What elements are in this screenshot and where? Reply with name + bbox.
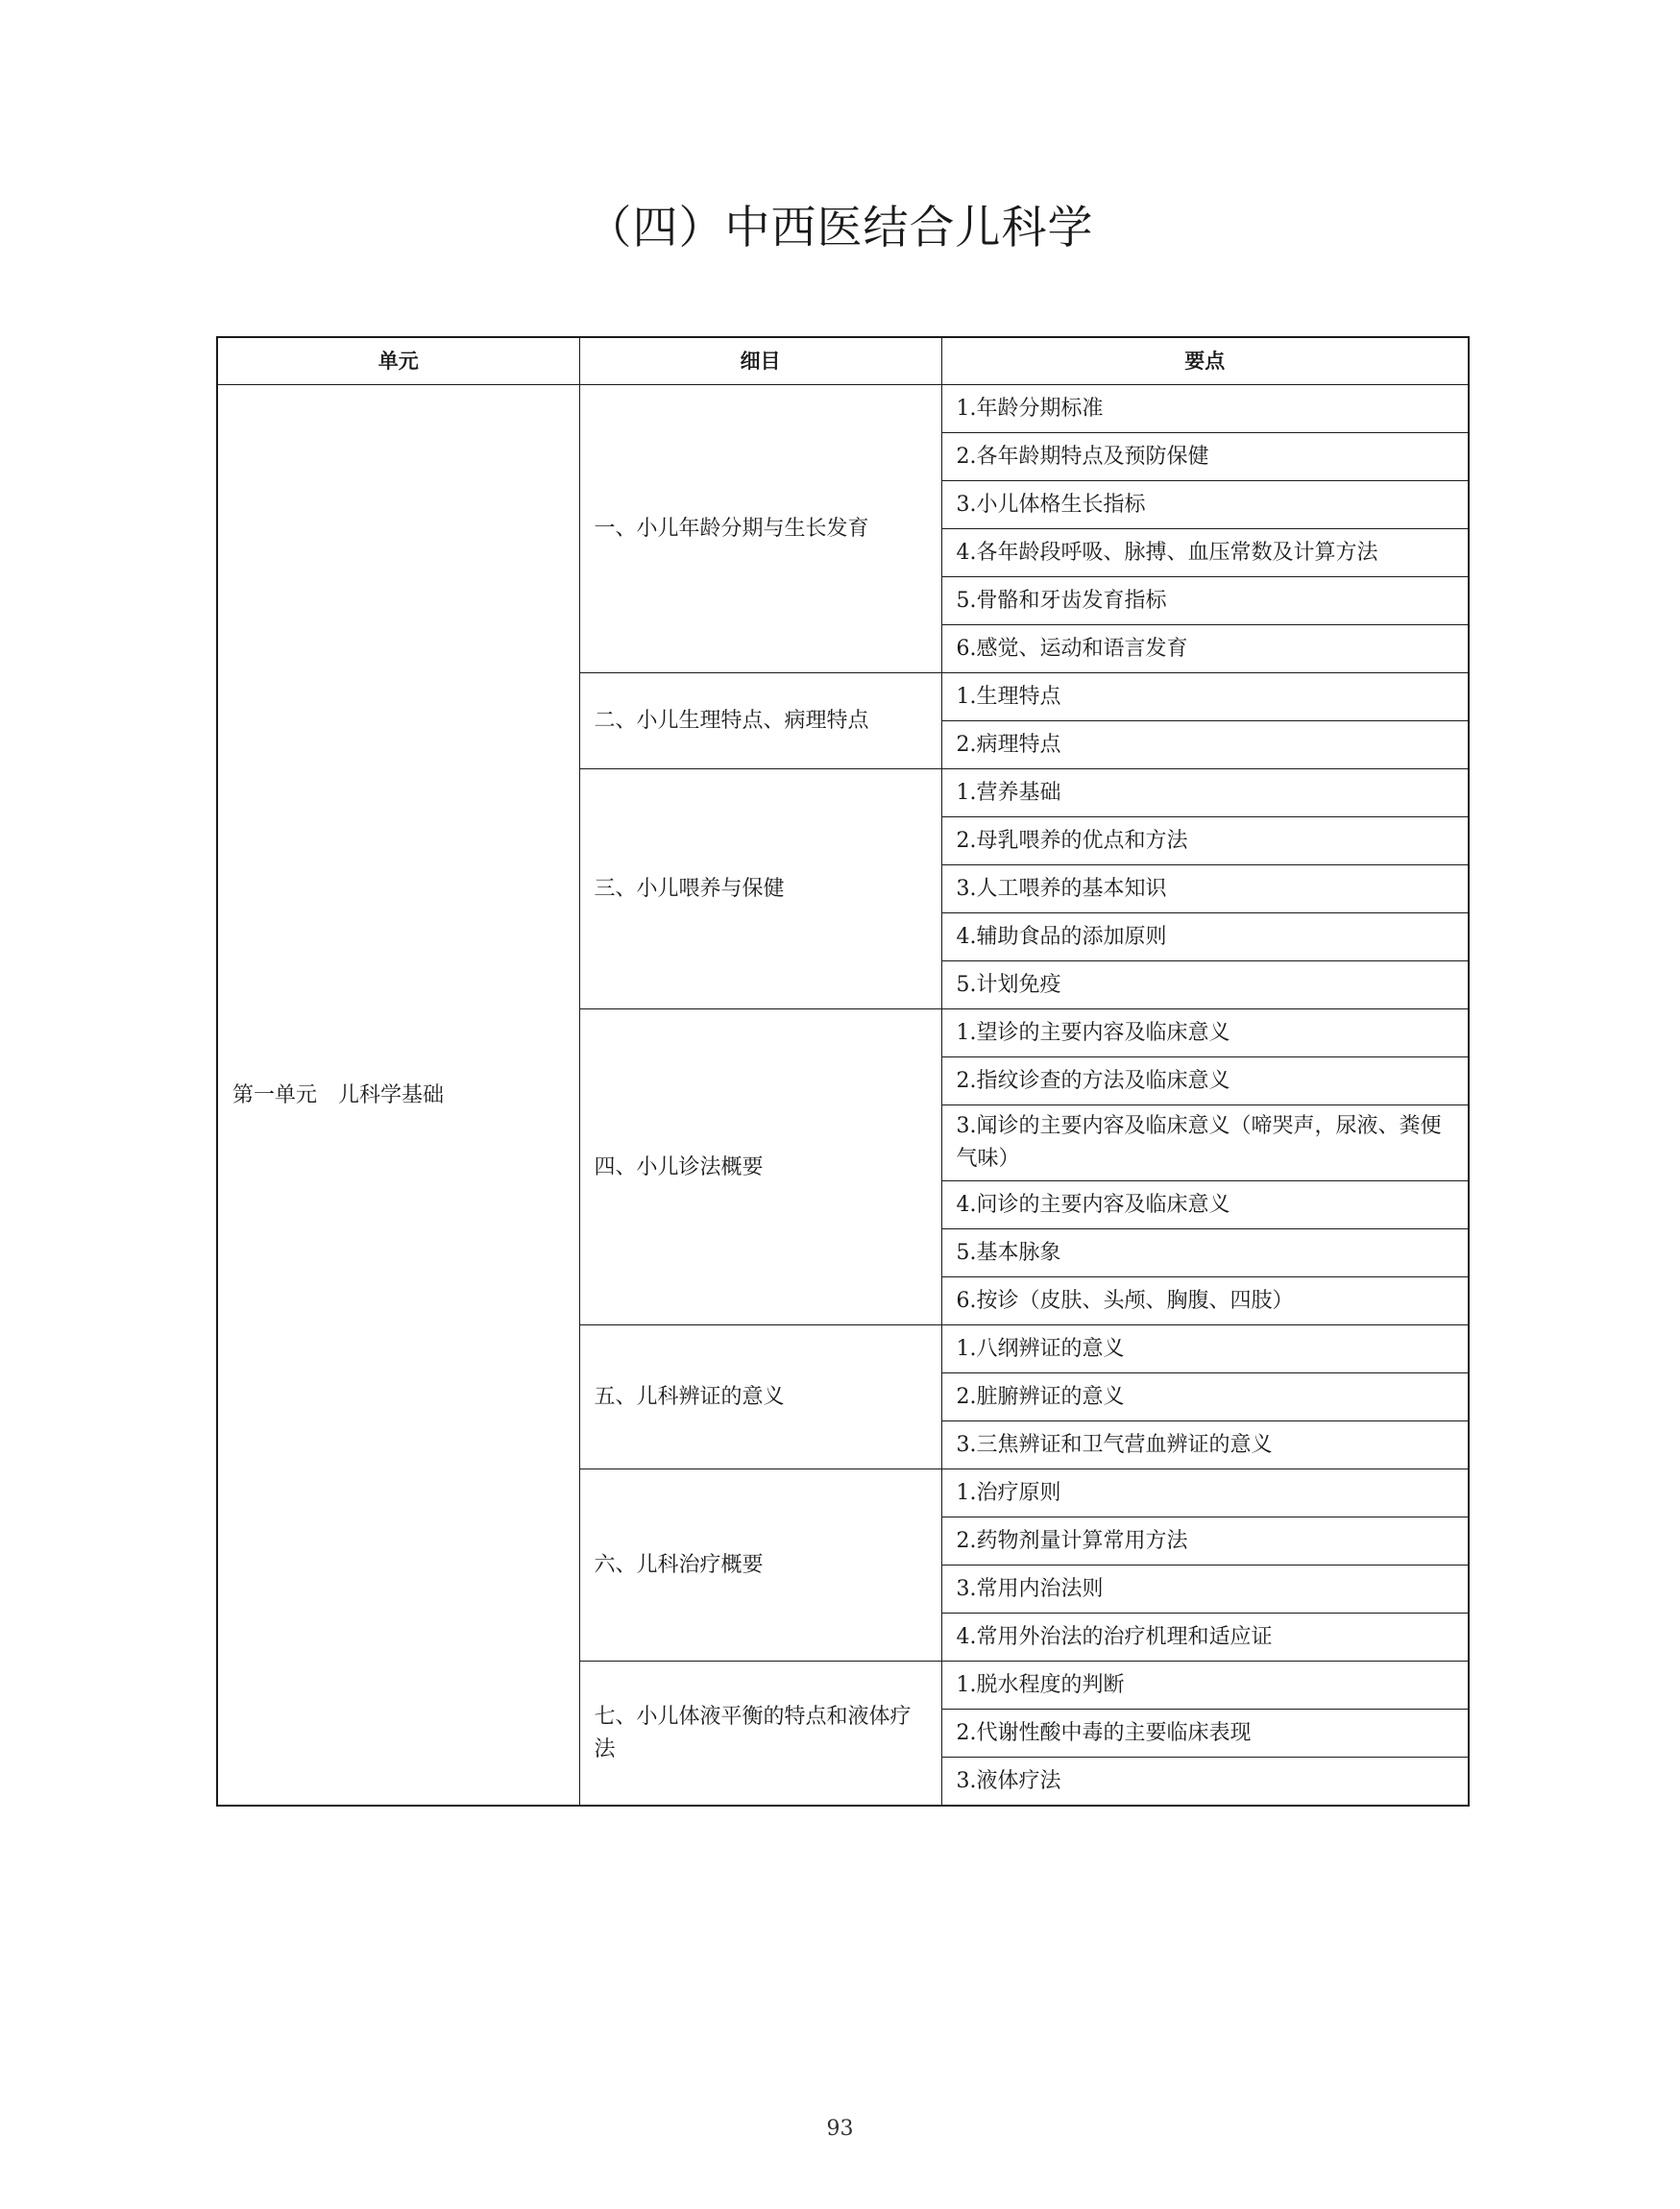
point-cell: 3.小儿体格生长指标 — [941, 481, 1469, 529]
point-cell: 1.望诊的主要内容及临床意义 — [941, 1009, 1469, 1057]
point-cell: 1.治疗原则 — [941, 1469, 1469, 1517]
unit-cell: 第一单元 儿科学基础 — [217, 385, 579, 1807]
page-title: （四）中西医结合儿科学 — [586, 202, 1094, 255]
table-row — [217, 385, 1469, 433]
point-cell: 6.感觉、运动和语言发育 — [941, 625, 1469, 673]
point-cell: 5.基本脉象 — [941, 1229, 1469, 1277]
point-cell: 2.药物剂量计算常用方法 — [941, 1517, 1469, 1566]
point-cell: 1.生理特点 — [941, 673, 1469, 721]
page-number: 93 — [826, 2117, 854, 2141]
point-cell: 3.常用内治法则 — [941, 1566, 1469, 1614]
point-cell: 2.指纹诊查的方法及临床意义 — [941, 1057, 1469, 1105]
header-unit: 单元 — [217, 337, 579, 385]
point-cell: 3.液体疗法 — [941, 1758, 1469, 1807]
point-cell: 1.八纲辨证的意义 — [941, 1325, 1469, 1373]
point-cell: 2.脏腑辨证的意义 — [941, 1373, 1469, 1421]
point-cell: 4.辅助食品的添加原则 — [941, 913, 1469, 961]
point-cell: 6.按诊（皮肤、头颅、胸腹、四肢） — [941, 1277, 1469, 1325]
point-cell: 3.闻诊的主要内容及临床意义（啼哭声，尿液、粪便气味） — [941, 1105, 1469, 1181]
point-cell: 4.问诊的主要内容及临床意义 — [941, 1181, 1469, 1229]
point-cell: 2.母乳喂养的优点和方法 — [941, 817, 1469, 865]
point-cell: 3.人工喂养的基本知识 — [941, 865, 1469, 913]
point-cell: 5.计划免疫 — [941, 961, 1469, 1009]
item-cell: 四、小儿诊法概要 — [579, 1009, 941, 1325]
item-cell: 六、儿科治疗概要 — [579, 1469, 941, 1662]
header-item: 细目 — [579, 337, 941, 385]
point-cell: 5.骨骼和牙齿发育指标 — [941, 577, 1469, 625]
item-cell: 二、小儿生理特点、病理特点 — [579, 673, 941, 769]
table-header-row — [217, 337, 1469, 385]
point-cell: 1.脱水程度的判断 — [941, 1662, 1469, 1710]
point-cell: 2.各年龄期特点及预防保健 — [941, 433, 1469, 481]
item-cell: 一、小儿年龄分期与生长发育 — [579, 385, 941, 673]
point-cell: 4.各年龄段呼吸、脉搏、血压常数及计算方法 — [941, 529, 1469, 577]
point-cell: 2.病理特点 — [941, 721, 1469, 769]
item-cell: 五、儿科辨证的意义 — [579, 1325, 941, 1469]
item-cell: 七、小儿体液平衡的特点和液体疗法 — [579, 1662, 941, 1807]
point-cell: 4.常用外治法的治疗机理和适应证 — [941, 1614, 1469, 1662]
header-point: 要点 — [941, 337, 1469, 385]
point-cell: 3.三焦辨证和卫气营血辨证的意义 — [941, 1421, 1469, 1469]
point-cell: 1.年龄分期标准 — [941, 385, 1469, 433]
syllabus-table — [216, 336, 1470, 1807]
point-cell: 2.代谢性酸中毒的主要临床表现 — [941, 1710, 1469, 1758]
point-cell: 1.营养基础 — [941, 769, 1469, 817]
item-cell: 三、小儿喂养与保健 — [579, 769, 941, 1009]
